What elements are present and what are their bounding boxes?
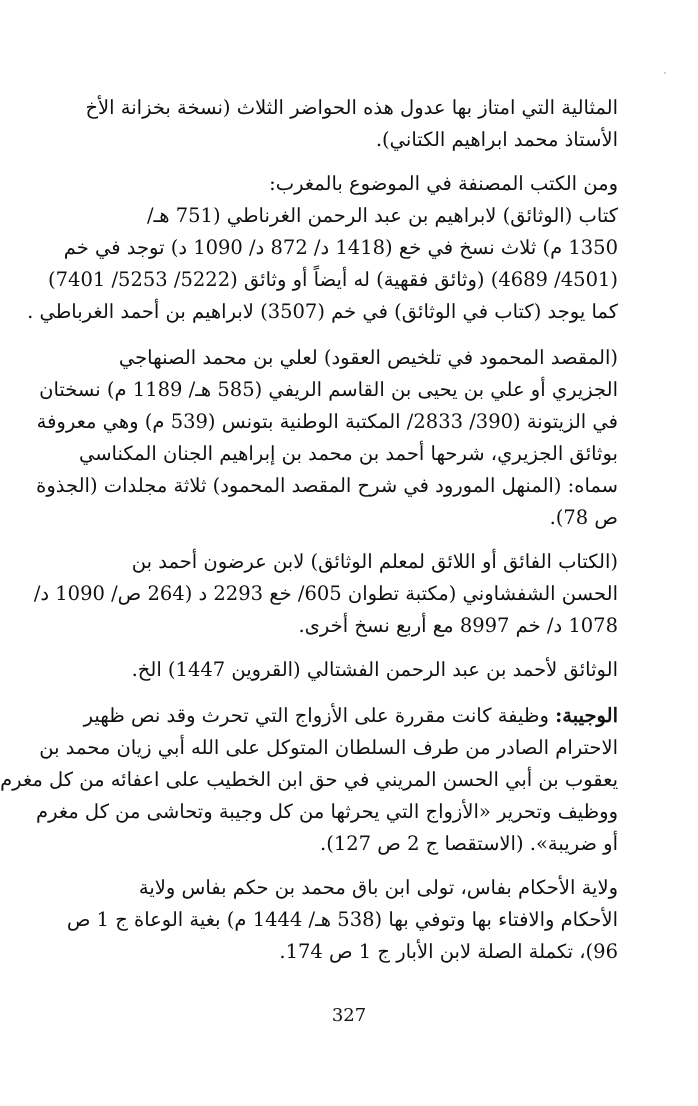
text-line: (4501/ 4689) (وثائق فقهية) له أيضاً أو وثائق (5222/ 5253/ 7401) — [48, 268, 618, 291]
term-definition: وظيفة كانت مقررة على الأزواج التي تحرث وقد نص ظهير — [83, 704, 549, 727]
text-line: الأستاذ محمد ابراهيم الكتاني). — [375, 128, 618, 151]
text-line: سماه: (المنهل المورود في شرح المقصد المحمود) ثلاثة مجلدات (الجذوة — [36, 474, 618, 497]
text-line: الوثائق لأحمد بن عبد الرحمن الفشتالي (القروين 1447) الخ. — [131, 658, 618, 681]
page-body — [0, 92, 618, 968]
paragraph-maqsad-mahmud — [36, 342, 618, 534]
text-line: ومن الكتب المصنفة في الموضوع بالمغرب: — [269, 172, 618, 195]
text-line: 1350 م) ثلاث نسخ في خع (1418 د/ 872 د/ 1090 د) توجد في خم — [63, 236, 618, 259]
text-line: المثالية التي امتاز بها عدول هذه الحواضر الثلاث (نسخة بخزانة الأخ — [85, 96, 618, 119]
text-line: الحسن الشفشاوني (مكتبة تطوان 605/ خع 2293 د (264 ص/ 1090 د/ — [33, 582, 618, 605]
text-line: كتاب (الوثائق) لابراهيم بن عبد الرحمن الغرناطي (751 هـ/ — [146, 204, 618, 227]
paragraph-wajiba — [0, 700, 618, 860]
text-line: ووظيف وتحرير «الأزواج التي يحرثها من كل وجيبة وتحاشى من كل مغرم — [36, 800, 618, 823]
text-line: ص 78). — [549, 506, 618, 529]
page-number: 327 — [331, 1005, 367, 1026]
text-line: أو ضريبة». (الاستقصا ج 2 ص 127). — [320, 832, 618, 855]
paragraph-intro — [85, 92, 618, 156]
text-line: كما يوجد (كتاب في الوثائق) في خم (3507) لابراهيم بن أحمد الغرباطي . — [27, 300, 618, 323]
text-line: في الزيتونة (390/ 2833/ المكتبة الوطنية بتونس (539 م) وهي معروفة — [36, 410, 618, 433]
text-line: (المقصد المحمود في تلخيص العقود) لعلي بن محمد الصنهاجي — [118, 346, 618, 369]
text-line — [83, 700, 618, 732]
text-line: 96)، تكملة الصلة لابن الأبار ج 1 ص 174. — [279, 940, 618, 963]
corner-speck — [664, 72, 666, 74]
text-line: الجزيري أو علي بن يحيى بن القاسم الريفي (585 هـ/ 1189 م) نسختان — [39, 378, 618, 401]
paragraph-books-maghreb — [27, 168, 618, 328]
paragraph-kitab-faiq — [33, 546, 618, 642]
text-line: ولاية الأحكام بفاس، تولى ابن باق محمد بن حكم بفاس ولاية — [138, 876, 618, 899]
text-line: الأحكام والافتاء بها وتوفي بها (538 هـ/ 1444 م) بغية الوعاة ج 1 ص — [66, 908, 618, 931]
text-line: (الكتاب الفائق أو اللائق لمعلم الوثائق) لابن عرضون أحمد بن — [131, 550, 618, 573]
paragraph-wilayat-ahkam — [66, 872, 618, 968]
text-line: بوثائق الجزيري، شرحها أحمد بن محمد بن إبراهيم الجنان المكناسي — [78, 442, 618, 465]
term-heading: الوجيبة: — [555, 704, 618, 727]
text-line: الاحترام الصادر من طرف السلطان المتوكل على الله أبي زيان محمد بن — [39, 736, 618, 759]
text-line: يعقوب بن أبي الحسن المريني في حق ابن الخطيب على اعفائه من كل مغرم — [0, 768, 618, 791]
paragraph-wathaiq-fishtali — [108, 654, 618, 686]
text-line: 1078 د/ خم 8997 مع أربع نسخ أخرى. — [298, 614, 618, 637]
